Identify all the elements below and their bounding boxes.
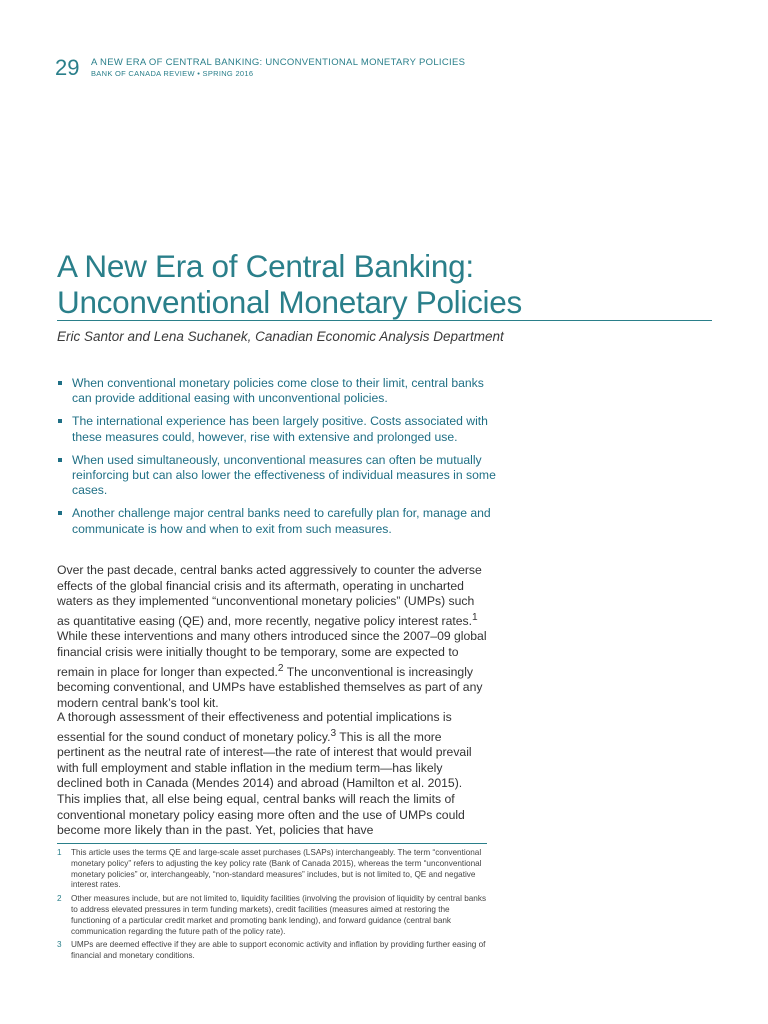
footnotes xyxy=(57,848,487,965)
bullet-square-icon xyxy=(58,381,62,385)
body-text: This is all the more pertinent as the neutral rate of interest—the rate of interest that would prevail with full employment and stable inflation in the medium term—has likely declined both in Canada (Mendes 2014) and abroad (Hamilton et al. 2015). This implies that, all else being equal, central banks will reach the limits of conventional monetary policy easing more often and the use of UMPs could become more likely than in the past. Yet, policies that have xyxy=(57,729,472,838)
authors-line: Eric Santor and Lena Suchanek, Canadian Economic Analysis Department xyxy=(57,329,504,344)
key-point xyxy=(57,414,497,445)
body-paragraph-2 xyxy=(57,710,487,839)
bullet-square-icon xyxy=(58,419,62,423)
footnote-number: 1 xyxy=(57,848,62,857)
body-paragraph-1 xyxy=(57,563,487,711)
key-point xyxy=(57,376,497,407)
footnote-ref-1[interactable]: 1 xyxy=(472,611,478,623)
footnote-text: This article uses the terms QE and large-scale asset purchases (LSAPs) interchangeably. The term “conventional monetary policy” refers to adjusting the key policy rate (Bank of Canada 2015), whereas the term “unconventional monetary policies” or, interchangeably, “non-standard measures” includes, but is not limited to, QE and negative interest rates. xyxy=(71,848,482,890)
article-title-line2: Unconventional Monetary Policies xyxy=(57,284,522,320)
body-text: The unconventional is increasingly becoming conventional, and UMPs have established themselves as part of any modern central bank’s tool kit. xyxy=(57,664,483,710)
key-point xyxy=(57,506,497,537)
body-text: While these interventions and many others introduced since the 2007–09 global financial crisis were initially thought to be temporary, some are expected to remain in place for longer than expected. xyxy=(57,629,487,679)
footnote-number: 2 xyxy=(57,894,62,904)
running-subtitle: BANK OF CANADA REVIEW • SPRING 2016 xyxy=(91,69,254,78)
footnote-number: 3 xyxy=(57,940,62,950)
key-point-text: Another challenge major central banks need to carefully plan for, manage and communicate is how and when to exit from such measures. xyxy=(72,506,491,536)
body-text: A thorough assessment of their effectiveness and potential implications is essential for the sound conduct of monetary policy. xyxy=(57,710,452,744)
key-point xyxy=(57,453,497,499)
footnote-ref-2[interactable]: 2 xyxy=(277,662,284,674)
footnote xyxy=(57,848,487,891)
footnote xyxy=(57,894,487,937)
title-rule xyxy=(57,320,712,321)
key-point-text: When used simultaneously, unconventional measures can often be mutually reinforcing but can also lower the effectiveness of individual measures in some cases. xyxy=(72,452,496,498)
page-number: 29 xyxy=(55,55,80,80)
article-title-line1: A New Era of Central Banking: xyxy=(57,248,474,284)
footnote-ref-3[interactable]: 3 xyxy=(330,727,337,739)
footnote-rule xyxy=(57,843,487,844)
bullet-square-icon xyxy=(58,458,62,462)
key-point-text: When conventional monetary policies come close to their limit, central banks can provide additional easing with unconventional policies. xyxy=(72,376,484,406)
bullet-square-icon xyxy=(58,511,62,515)
key-point-text: The international experience has been largely positive. Costs associated with these measures could, however, rise with extensive and prolonged use. xyxy=(72,414,488,444)
key-points-list xyxy=(57,376,497,545)
footnote xyxy=(57,940,487,962)
footnote-text: Other measures include, but are not limited to, liquidity facilities (involving the provision of liquidity by central banks to address elevated pressures in term funding markets), credit facilities (measures aimed at restoring the functioning of a particular credit market and promoting bank lending), and forward guidance (central bank communication regarding the future path of the policy rate). xyxy=(71,894,487,936)
article-title xyxy=(57,248,717,320)
body-text: Over the past decade, central banks acted aggressively to counter the adverse effects of the global financial crisis and its aftermath, operating in uncharted waters as they implemented “unconventional monetary policies” (UMPs) such as quantitative easing (QE) and, more recently, negative policy interest rates. xyxy=(57,563,482,628)
running-title: A NEW ERA OF CENTRAL BANKING: UNCONVENTIONAL MONETARY POLICIES xyxy=(91,57,466,68)
footnote-text: UMPs are deemed effective if they are able to support economic activity and inflation by providing further easing of financial and monetary conditions. xyxy=(71,940,486,961)
